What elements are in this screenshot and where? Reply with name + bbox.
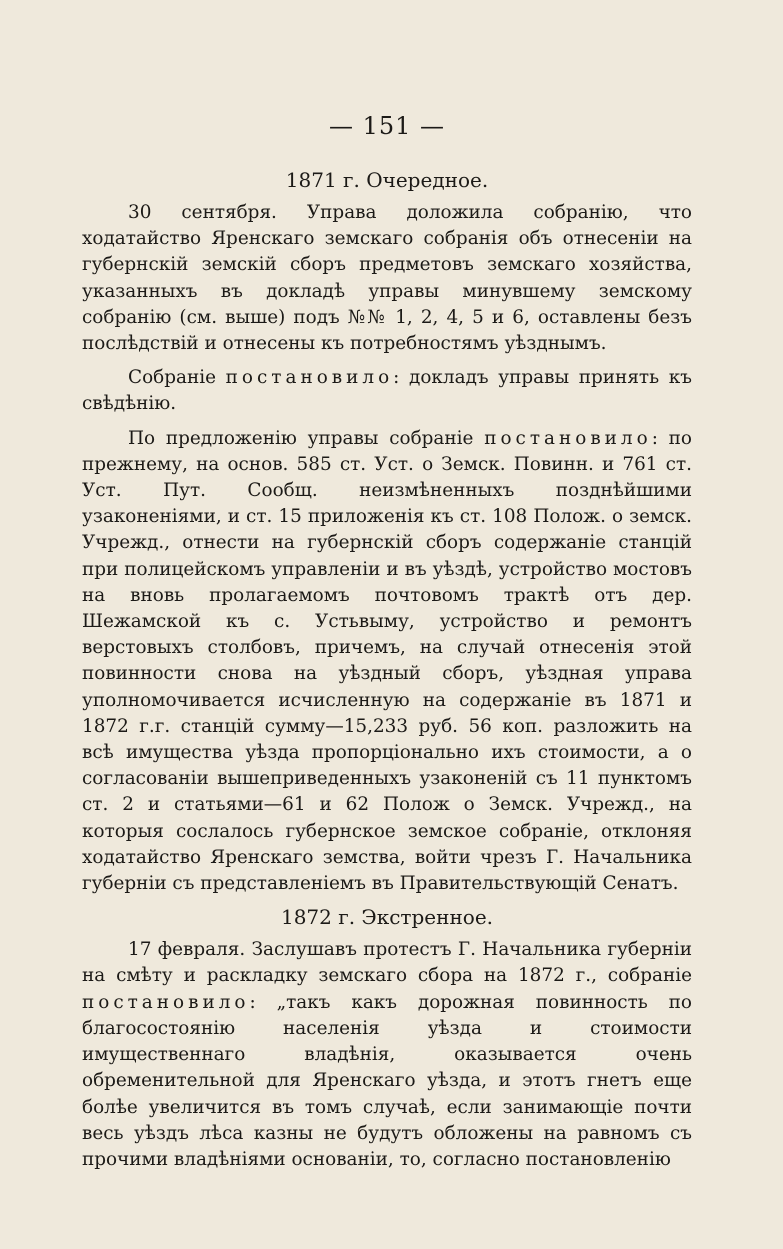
paragraph: 30 сентября. Управа доложила собранію, что ходатайство Яренскаго земскаго собранія объ отнесеніи на губернскій земскій сборъ предметовъ земскаго хозяйства, указанныхъ въ докладѣ управы минувшему земскому собранію (см. выше) подъ №№ 1, 2, 4, 5 и 6, оставлены безъ послѣдствій и отнесены къ потребностямъ уѣзднымъ.: [82, 202, 692, 355]
paragraph: [82, 426, 692, 898]
spaced-emphasis: постановило: [225, 367, 394, 389]
text-run: : докладъ управы принять къ свѣдѣнію.: [82, 367, 692, 415]
section-1871: [82, 168, 692, 897]
paragraph: [82, 937, 692, 1173]
section-1872: [82, 905, 692, 1173]
spaced-emphasis: постановило: [484, 427, 652, 449]
section-heading: 1871 г. Очередное.: [285, 168, 489, 192]
paragraph: [82, 365, 692, 417]
text-run: : „такъ какъ дорожная повинность по благосостоянію населенія уѣзда и стоимости имущественнаго владѣнія, оказывается очень обременительной для Яренскаго уѣзда, и этотъ гнетъ еще болѣе увеличится въ томъ случаѣ, если занимающіе почти весь уѣздъ лѣса казны не будутъ обложены на равномъ съ прочими владѣніями основаніи, то, согласно постановленію: [82, 991, 692, 1170]
document-page: [82, 112, 692, 1181]
section-heading: 1872 г. Экстренное.: [280, 905, 494, 930]
page-number: — 151 —: [328, 112, 446, 140]
spaced-emphasis: постановило: [82, 991, 250, 1013]
text-run: 17 февраля. Заслушавъ протестъ Г. Начальника губерніи на смѣту и раскладку земскаго сбора на 1872 г., собраніе: [82, 939, 692, 987]
text-run: По предложенію управы собраніе: [128, 427, 485, 449]
text-run: : по прежнему, на основ. 585 ст. Уст. о Земск. Повинн. и 761 ст. Уст. Пут. Сообщ. неизмѣненныхъ позднѣйшими узаконеніями, и ст. 15 приложенія къ ст. 108 Полож. о земск. Учрежд., отнести на губернскій сборъ содержаніе станцій при полицейскомъ управленіи и въ уѣздѣ, устройство мостовъ на вновь пролагаемомъ почтовомъ трактѣ отъ дер. Шежамской къ с. Устьвыму, устройство и ремонтъ верстовыхъ столбовъ, причемъ, на случай отнесенія этой повинности снова на уѣздный сборъ, уѣздная управа уполномочивается исчисленную на содержаніе въ 1871 и 1872 г.г. станцій сумму—15,233 руб. 56 коп. разложить на всѣ имущества уѣзда пропорціонально ихъ стоимости, а о согласованіи вышеприведенныхъ узаконеній съ 11 пунктомъ ст. 2 и статьями—61 и 62 Полож о Земск. Учрежд., на которыя сослалось губернское земское собраніе, отклоняя ходатайство Яренскаго земства, войти чрезъ Г. Начальника губерніи съ представленіемъ въ Правительствующій Сенатъ.: [82, 427, 692, 895]
text-run: Собраніе: [128, 367, 226, 389]
